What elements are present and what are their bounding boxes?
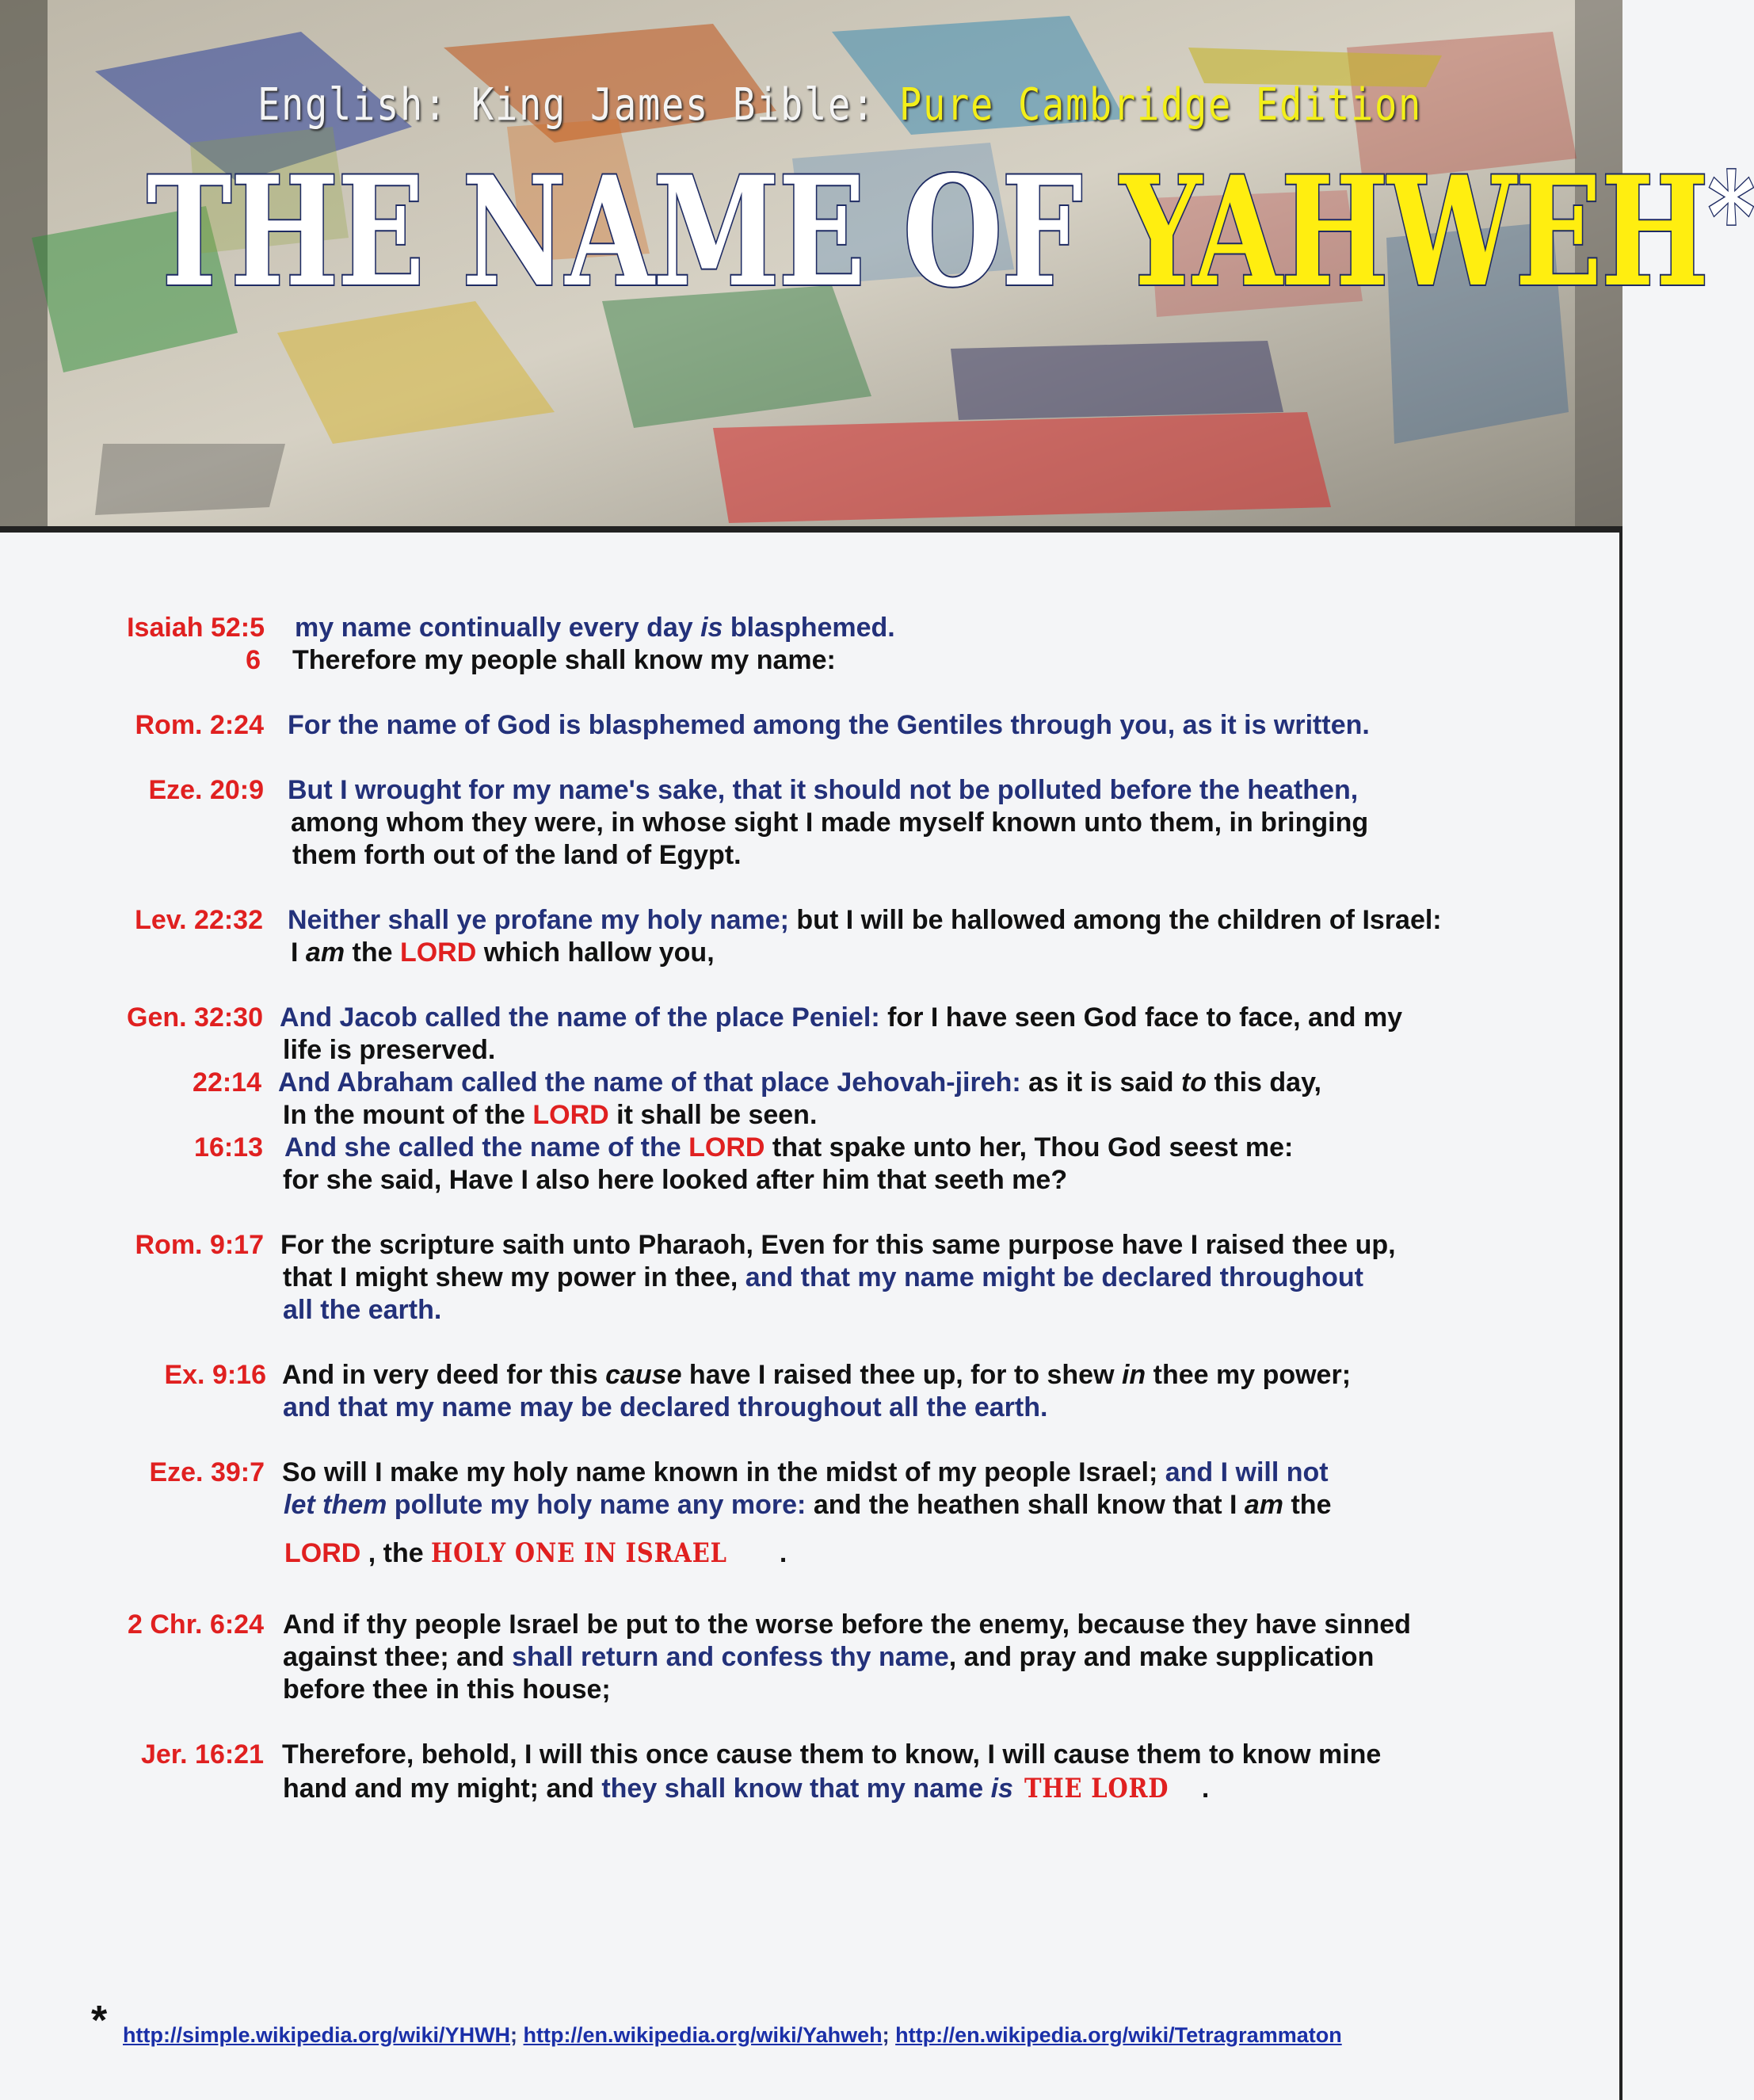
verse-text: this day, (1207, 1067, 1321, 1098)
verse-text-highlight: And she called the name of the (284, 1132, 689, 1163)
verse-text-highlight: and that my name might be declared throughout (745, 1262, 1363, 1292)
verse-text-highlight: Neither shall ye profane my holy name; (288, 905, 789, 935)
verse-line: Therefore, behold, I will this once cause them to know, I will cause them to know mine (282, 1739, 1382, 1770)
verse-italic: in (1121, 1360, 1146, 1390)
verse-text: my name continually every day (295, 613, 701, 643)
title-main: THE NAME OF (147, 143, 1120, 320)
verse-text: , and pray and make supplication (948, 1642, 1375, 1672)
verse-text: have I raised thee up, for to shew (681, 1360, 1122, 1390)
footnote-links (123, 2023, 1342, 2048)
verse-text: it shall be seen. (608, 1100, 818, 1130)
verse-text-highlight: And Abraham called the name of that place Jehovah-jireh: (278, 1067, 1021, 1098)
verse-line: for she said, Have I also here looked after him that seeth me? (283, 1165, 1068, 1195)
verse-text: that I might shew my power in thee, (283, 1262, 745, 1292)
wikipedia-tetragrammaton-link[interactable]: http://en.wikipedia.org/wiki/Tetragrammaton (895, 2023, 1342, 2047)
verse-reference: 16:13 (194, 1132, 263, 1163)
verse-italic: am (305, 937, 345, 968)
verse-reference: Ex. 9:16 (164, 1360, 266, 1390)
the-lord-title: THE LORD (1024, 1773, 1169, 1804)
verse-reference: Jer. 16:21 (140, 1739, 264, 1770)
verse-line (283, 1099, 817, 1131)
verse-text: So will I make my holy name known in the midst of my people Israel; (282, 1457, 1165, 1487)
verse-reference: 2 Chr. 6:24 (128, 1609, 264, 1640)
verse-line (284, 1537, 787, 1569)
verse-line (295, 612, 895, 643)
verse-text: I (291, 937, 306, 968)
verse-reference: Gen. 32:30 (127, 1002, 263, 1033)
verse-line: life is preserved. (283, 1035, 496, 1065)
verse-line: Therefore my people shall know my name: (292, 645, 836, 675)
lord-word: LORD (284, 1538, 361, 1568)
verse-text-highlight: shall return and confess thy name (512, 1642, 949, 1672)
verse-text: , the (360, 1538, 432, 1568)
edition-subtitle (257, 79, 1422, 131)
verse-line (283, 1641, 1374, 1673)
verse-italic: let them (284, 1490, 387, 1520)
verse-text: In the mount of the (283, 1100, 533, 1130)
verse-text: . (1194, 1774, 1210, 1804)
verse-reference: 22:14 (193, 1067, 261, 1098)
verse-line: But I wrought for my name's sake, that it should not be polluted before the heathen, (288, 775, 1359, 805)
lord-word: LORD (532, 1100, 609, 1130)
verse-reference: Rom. 2:24 (135, 710, 264, 740)
verse-text-highlight: pollute my holy name any more: (387, 1490, 806, 1520)
verse-line: For the scripture saith unto Pharaoh, Even for this same purpose have I raised thee up, (280, 1230, 1396, 1260)
verse-italic: am (1244, 1490, 1284, 1520)
footnote-asterisk: * (91, 1998, 108, 2044)
verse-reference: Isaiah 52:5 (127, 613, 265, 643)
verse-reference: Rom. 9:17 (135, 1230, 264, 1260)
verse-line: among whom they were, in whose sight I made myself known unto them, in bringing (291, 808, 1369, 838)
verse-line (283, 1773, 1209, 1804)
verse-text: blasphemed. (723, 613, 895, 643)
verse-line: And if thy people Israel be put to the worse before the enemy, because they have sinned (283, 1609, 1411, 1640)
lord-word: LORD (688, 1132, 765, 1163)
verse-text-highlight: they shall know that my name (601, 1774, 991, 1804)
verse-text: and the heathen shall know that I (806, 1490, 1245, 1520)
verse-text-highlight: And Jacob called the name of the place Peniel: (280, 1002, 880, 1033)
wikipedia-yhwh-link[interactable]: http://simple.wikipedia.org/wiki/YHWH (123, 2023, 511, 2047)
verse-line (282, 1457, 1329, 1488)
verse-line (283, 1262, 1363, 1293)
verse-reference: Lev. 22:32 (135, 905, 263, 935)
verse-line: all the earth. (283, 1295, 442, 1325)
verse-line (284, 1489, 1331, 1521)
verse-line (284, 1132, 1293, 1163)
verse-text: thee my power; (1146, 1360, 1352, 1390)
page-title (147, 143, 1754, 320)
verse-italic: is (700, 613, 723, 643)
link-separator: ; (882, 2023, 896, 2047)
title-banner (0, 0, 1754, 533)
verse-line: them forth out of the land of Egypt. (292, 840, 742, 870)
verse-text: hand and my might; and (283, 1774, 602, 1804)
verse-text: that spake unto her, Thou God seest me: (765, 1132, 1294, 1163)
wikipedia-yahweh-link[interactable]: http://en.wikipedia.org/wiki/Yahweh (523, 2023, 883, 2047)
verse-text: for I have seen God face to face, and my (879, 1002, 1403, 1033)
title-asterisk: * (1707, 147, 1754, 286)
verse-text: And in very deed for this (282, 1360, 606, 1390)
holy-one-in-israel-title: HOLY ONE IN ISRAEL (431, 1537, 727, 1569)
verse-line: For the name of God is blasphemed among the Gentiles through you, as it is written. (288, 710, 1370, 740)
verse-line: and that my name may be declared throughout all the earth. (283, 1392, 1048, 1422)
verse-line (280, 1002, 1402, 1033)
verse-line (288, 904, 1442, 936)
verse-italic: is (990, 1774, 1013, 1804)
verse-text: against thee; and (283, 1642, 513, 1672)
title-highlight: YAHWEH (1119, 143, 1708, 320)
verse-text: but I will be hallowed among the children of Israel: (788, 905, 1442, 935)
verse-italic: cause (605, 1360, 682, 1390)
verse-text: as it is said (1020, 1067, 1181, 1098)
subtitle-prefix: English: King James Bible: (257, 79, 900, 131)
verse-text: the (1283, 1490, 1332, 1520)
verse-text: . (779, 1538, 787, 1568)
verse-text: which hallow you, (476, 937, 715, 968)
subtitle-edition: Pure Cambridge Edition (899, 79, 1423, 131)
link-separator: ; (510, 2023, 524, 2047)
lord-word: LORD (399, 937, 477, 968)
verse-text-highlight: and I will not (1165, 1457, 1329, 1487)
verse-reference: Eze. 39:7 (149, 1457, 265, 1487)
verse-reference: Eze. 20:9 (148, 775, 264, 805)
verse-line (282, 1359, 1351, 1391)
verse-text: the (345, 937, 400, 968)
verse-reference: 6 (246, 645, 261, 675)
verse-line: before thee in this house; (283, 1674, 611, 1705)
verses-section (0, 533, 1622, 2100)
verse-italic: to (1180, 1067, 1207, 1098)
verse-line (291, 937, 715, 968)
verse-line (278, 1067, 1321, 1098)
banner-divider (0, 526, 1622, 533)
